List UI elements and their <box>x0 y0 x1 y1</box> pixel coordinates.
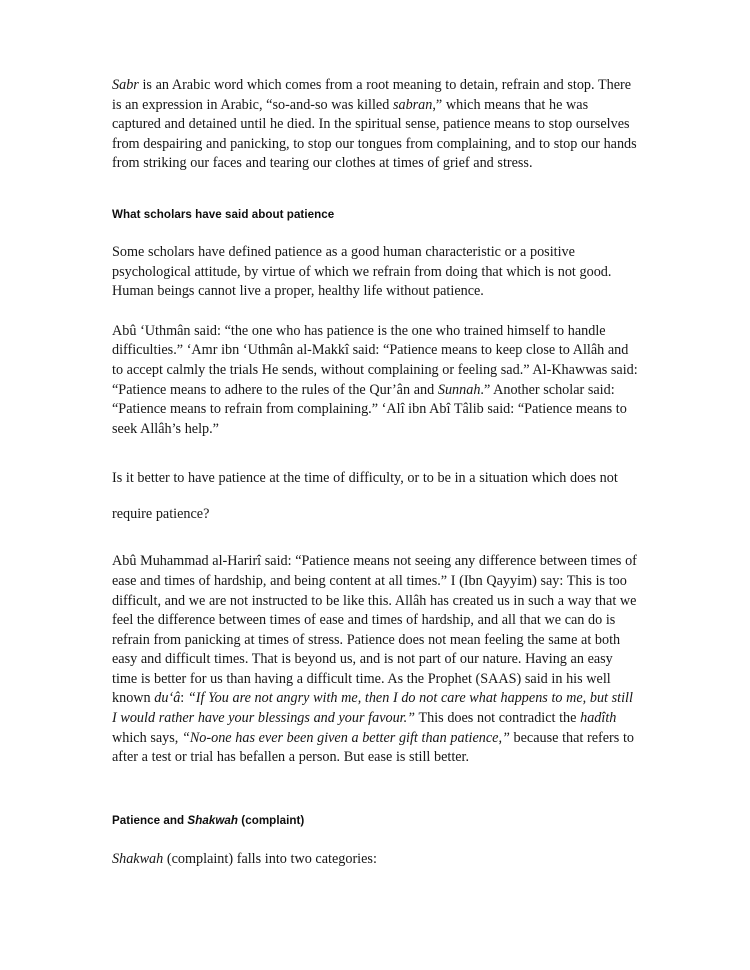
text-run: .” Another scholar said: “Patience means to refrain from complaining.” ʻAlî ibn Abî Tâlib said: “Patience means to seek Allâh’s help.” <box>112 381 627 437</box>
text-run: ,” which means that he was captured and detained until he died. In the spiritual sense, patience means to stop ourselves from despairing and panicking, to stop our tongues from complaining, and to stop our hands from striking our faces and tearing our clothes at times of grief and stress. <box>112 96 637 172</box>
paragraph-shakwah-categories <box>112 850 639 870</box>
heading-what-scholars-have-said <box>112 207 639 222</box>
italic-run: Sabr <box>112 77 139 93</box>
document-text-column <box>112 76 639 869</box>
text-run: What scholars have said about patience <box>112 207 335 221</box>
text-run: is an Arabic word which comes from a root meaning to detain, refrain and stop. There is an expression in Arabic, “so-and-so was killed <box>112 77 632 113</box>
text-run: : <box>180 690 188 707</box>
italic-run: sabran <box>392 96 433 113</box>
text-run: Abû Muhammad al-Harirî said: “Patience means not seeing any difference between times of ease and times of hardship, and being content at all times.” I (Ibn Qayyim) say: This is too difficult, and we are not instructed to be like this. Allâh has created us in such a way that we feel the difference between times of ease and times of hardship, and all that we can do is refrain from panicking at times of stress. Patience does not mean feeling the same at both easy and difficult times. That is beyond us, and is not part of our nature. Having an easy time is better for us than having a difficult time. As the Prophet (SAAS) said in his well known <box>112 553 637 707</box>
italic-run: “No-one has ever been given a better gift than patience,” <box>181 729 510 746</box>
spacer <box>112 768 639 813</box>
spacer <box>112 828 639 850</box>
spacer <box>112 222 639 243</box>
paragraph-question-better-patience <box>112 460 639 532</box>
italic-run: duʻâ <box>154 690 181 707</box>
text-run: Is it better to have patience at the time of difficulty, or to be in a situation which does not require patience? <box>112 470 618 523</box>
text-run: because that refers to after a test or trial has befallen a person. But ease is still better. <box>112 729 634 766</box>
text-run: Some scholars have defined patience as a good human characteristic or a positive psychological attitude, by virtue of which we refrain from doing that which is not good. Human beings cannot live a proper, healthy life without patience. <box>112 243 612 300</box>
italic-run: Sunnah <box>437 381 481 398</box>
paragraph-sabr-definition <box>112 76 639 174</box>
paragraph-ibn-qayyim-commentary <box>112 552 639 768</box>
text-run: (complaint) falls into two categories: <box>163 850 377 867</box>
spacer <box>112 532 639 552</box>
spacer <box>112 302 639 322</box>
text-run: which says, <box>112 729 182 746</box>
text-run: This does not contradict the <box>415 710 581 727</box>
italic-run: hadîth <box>580 710 617 727</box>
italic-run: “If You are not angry with me, then I do not care what happens to me, but still I would rather have your blessings and your favour.” <box>112 690 633 727</box>
spacer <box>112 439 639 460</box>
italic-run: Shakwah <box>112 850 164 867</box>
text-run: Abû ʻUthmân said: “the one who has patience is the one who trained himself to handle difficulties.” ʻAmr ibn ʻUthmân al-Makkî said: “Patience means to keep close to Allâh and to accept calmly the trials He sends, without complaining or feeling sad.” Al-Khawwas said: “Patience means to adhere to the rules of the Qur’ân and <box>112 322 638 398</box>
italic-run: Shakwah <box>187 813 239 827</box>
text-run: Patience and <box>112 813 188 827</box>
paragraph-scholar-quotes <box>112 322 639 440</box>
spacer <box>112 174 639 207</box>
heading-patience-and-shakwah <box>112 813 639 828</box>
paragraph-scholars-definition <box>112 243 639 302</box>
text-run: (complaint) <box>238 813 305 827</box>
